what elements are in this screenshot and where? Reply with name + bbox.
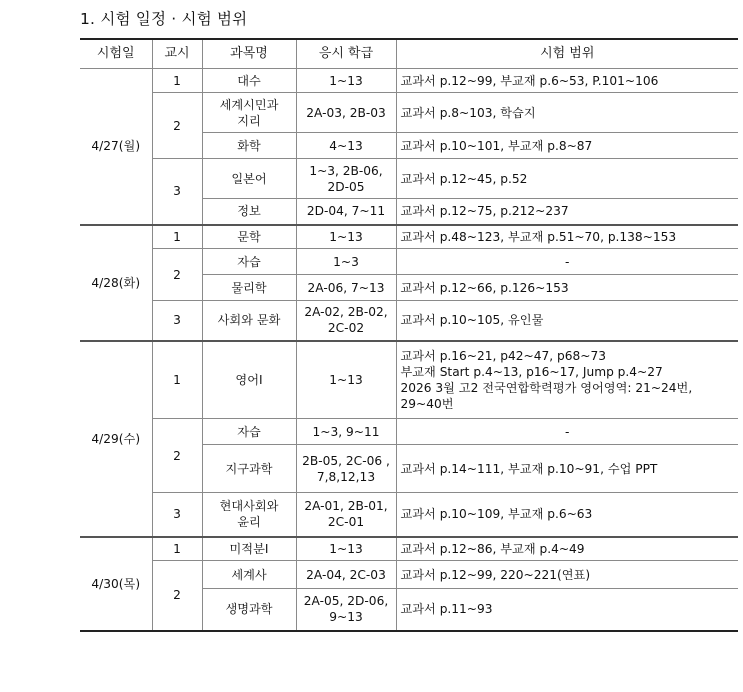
exam-scope-line: 교과서 p.12~99, 부교재 p.6~53, P.101~106 — [400, 73, 659, 88]
table-row — [80, 249, 738, 275]
classes-cell: 2A-03, 2B-03 — [296, 93, 396, 133]
classes-cell: 1~3 — [296, 249, 396, 275]
exam-scope-cell — [396, 493, 738, 537]
period-cell: 1 — [152, 537, 202, 561]
table-row — [80, 341, 738, 419]
subject-cell: 생명과학 — [202, 589, 296, 631]
exam-scope-line: 교과서 p.12~45, p.52 — [400, 171, 528, 186]
period-cell: 3 — [152, 301, 202, 341]
exam-date-cell: 4/29(수) — [80, 341, 152, 537]
page-title: 1. 시험 일정 · 시험 범위 — [80, 10, 248, 28]
classes-cell: 2A-06, 7~13 — [296, 275, 396, 301]
exam-date-cell: 4/28(화) — [80, 225, 152, 341]
subject-cell: 물리학 — [202, 275, 296, 301]
exam-scope-line: 2026 3월 고2 전국연합학력평가 영어영역: 21~24번, — [400, 380, 693, 395]
subject-cell: 미적분Ⅰ — [202, 537, 296, 561]
exam-scope-cell — [396, 133, 738, 159]
exam-scope-cell — [396, 225, 738, 249]
exam-scope-line: 교과서 p.8~103, 학습지 — [400, 105, 536, 120]
header-exam-scope: 시험 범위 — [396, 39, 738, 69]
table-row — [80, 159, 738, 199]
subject-cell: 현대사회와 윤리 — [202, 493, 296, 537]
exam-scope-line: 교과서 p.12~75, p.212~237 — [400, 204, 569, 219]
exam-scope-line: 교과서 p.11~93 — [400, 602, 493, 617]
exam-scope-line: 교과서 p.14~111, 부교재 p.10~91, 수업 PPT — [400, 461, 658, 476]
period-cell: 2 — [152, 561, 202, 631]
period-cell: 1 — [152, 225, 202, 249]
table-row — [80, 93, 738, 133]
exam-scope-cell — [396, 589, 738, 631]
subject-cell: 자습 — [202, 419, 296, 445]
subject-cell: 문학 — [202, 225, 296, 249]
exam-date-cell: 4/30(목) — [80, 537, 152, 631]
subject-cell: 세계사 — [202, 561, 296, 589]
header-period: 교시 — [152, 39, 202, 69]
period-cell: 3 — [152, 493, 202, 537]
classes-cell: 1~3, 2B-06, 2D-05 — [296, 159, 396, 199]
exam-scope-cell — [396, 445, 738, 493]
classes-cell: 1~13 — [296, 537, 396, 561]
table-row — [80, 561, 738, 589]
header-subject: 과목명 — [202, 39, 296, 69]
subject-cell: 자습 — [202, 249, 296, 275]
exam-scope-line: 교과서 p.10~105, 유인물 — [400, 313, 544, 328]
table-row — [80, 493, 738, 537]
exam-scope-cell — [396, 301, 738, 341]
exam-scope-line: 교과서 p.16~21, p42~47, p68~73 — [400, 348, 606, 363]
classes-cell: 1~13 — [296, 341, 396, 419]
subject-cell: 지구과학 — [202, 445, 296, 493]
subject-cell: 일본어 — [202, 159, 296, 199]
header-row — [80, 39, 738, 69]
subject-cell: 사회와 문화 — [202, 301, 296, 341]
exam-scope-cell — [396, 69, 738, 93]
exam-scope-line: 교과서 p.12~99, 220~221(연표) — [400, 567, 591, 582]
exam-schedule-table — [80, 38, 738, 632]
classes-cell: 2A-04, 2C-03 — [296, 561, 396, 589]
classes-cell: 2B-05, 2C-06 , 7,8,12,13 — [296, 445, 396, 493]
exam-scope-line: 교과서 p.12~66, p.126~153 — [400, 280, 569, 295]
classes-cell: 1~13 — [296, 69, 396, 93]
exam-scope-cell — [396, 249, 738, 275]
exam-scope-cell — [396, 419, 738, 445]
table-body — [80, 69, 738, 631]
table-row — [80, 69, 738, 93]
period-cell: 2 — [152, 93, 202, 159]
table-row — [80, 537, 738, 561]
classes-cell: 2D-04, 7~11 — [296, 199, 396, 225]
period-cell: 2 — [152, 419, 202, 493]
exam-scope-cell — [396, 561, 738, 589]
exam-date-cell: 4/27(월) — [80, 69, 152, 225]
subject-cell: 대수 — [202, 69, 296, 93]
classes-cell: 2A-02, 2B-02, 2C-02 — [296, 301, 396, 341]
classes-cell: 2A-01, 2B-01, 2C-01 — [296, 493, 396, 537]
subject-cell: 세계시민과 지리 — [202, 93, 296, 133]
header-classes: 응시 학급 — [296, 39, 396, 69]
period-cell: 1 — [152, 341, 202, 419]
period-cell: 2 — [152, 249, 202, 301]
table-row — [80, 419, 738, 445]
subject-cell: 정보 — [202, 199, 296, 225]
period-cell: 1 — [152, 69, 202, 93]
exam-scope-cell — [396, 159, 738, 199]
subject-cell: 화학 — [202, 133, 296, 159]
exam-scope-line: 교과서 p.12~86, 부교재 p.4~49 — [400, 541, 585, 556]
exam-scope-line: - — [565, 254, 570, 269]
table-header — [80, 39, 738, 69]
table-row — [80, 301, 738, 341]
exam-scope-line: - — [565, 424, 570, 439]
exam-scope-line: 교과서 p.10~109, 부교재 p.6~63 — [400, 507, 593, 522]
period-cell: 3 — [152, 159, 202, 225]
classes-cell: 1~13 — [296, 225, 396, 249]
exam-scope-line: 교과서 p.10~101, 부교재 p.8~87 — [400, 138, 593, 153]
exam-scope-cell — [396, 537, 738, 561]
classes-cell: 4~13 — [296, 133, 396, 159]
exam-scope-cell — [396, 275, 738, 301]
table-row — [80, 225, 738, 249]
exam-scope-line: 부교재 Start p.4~13, p16~17, Jump p.4~27 — [400, 364, 663, 379]
header-exam-date: 시험일 — [80, 39, 152, 69]
exam-scope-cell — [396, 341, 738, 419]
exam-scope-cell — [396, 199, 738, 225]
classes-cell: 1~3, 9~11 — [296, 419, 396, 445]
exam-scope-line: 29~40번 — [400, 396, 454, 411]
subject-cell: 영어Ⅰ — [202, 341, 296, 419]
classes-cell: 2A-05, 2D-06, 9~13 — [296, 589, 396, 631]
exam-scope-cell — [396, 93, 738, 133]
exam-scope-line: 교과서 p.48~123, 부교재 p.51~70, p.138~153 — [400, 229, 677, 244]
